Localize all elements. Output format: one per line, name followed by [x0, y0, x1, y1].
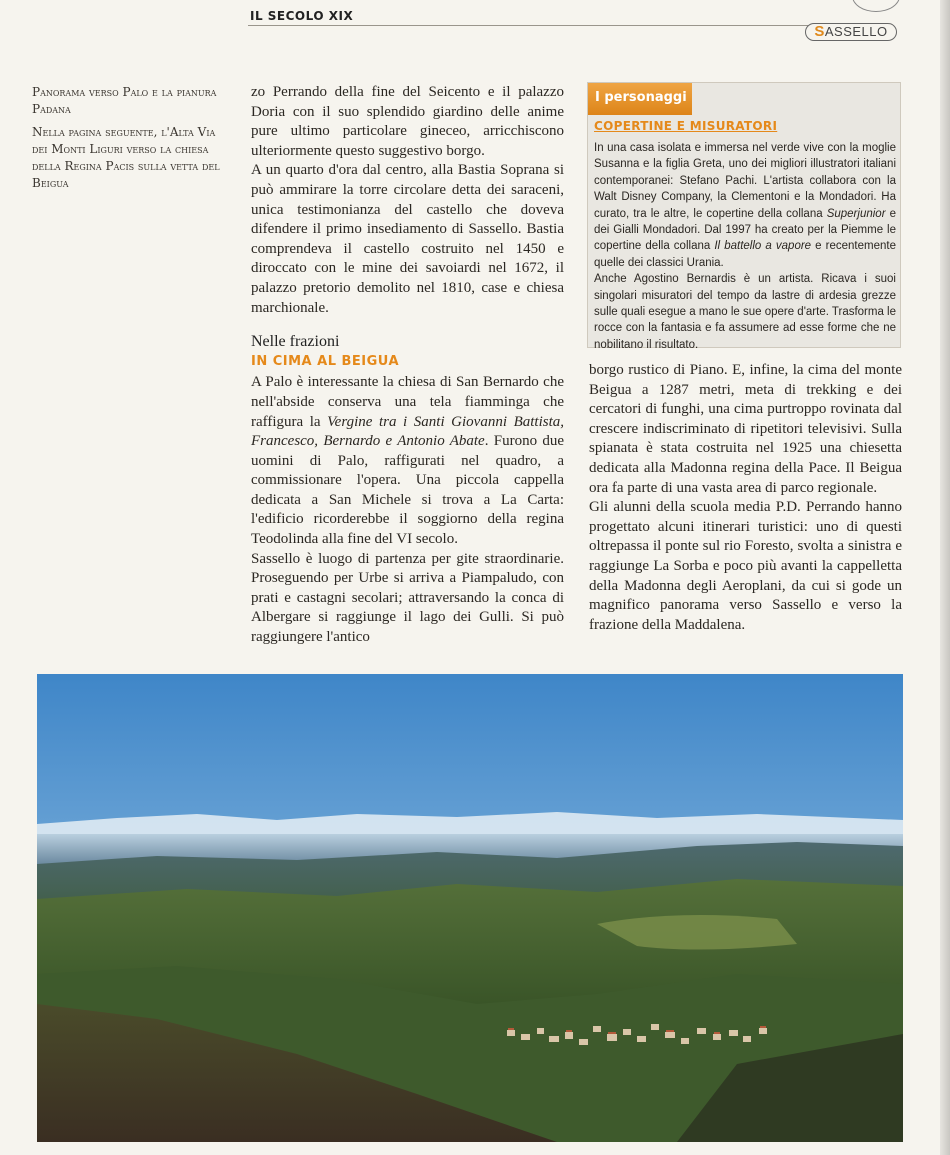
text-run: A Palo è interessante la chiesa di San Bernardo che nell'abside conserva una tela fiamminga che raffigura la	[251, 374, 564, 430]
page-corner-ornament	[852, 0, 900, 12]
header-divider	[248, 25, 808, 26]
sidebar-text	[594, 140, 896, 353]
text-run: In una casa isolata e immersa nel verde vive con la moglie Susanna e la figlia Greta, uno dei migliori illustratori italiani contemporanei: Stefano Pachi. L'artista collabora con la Walt Disney Company, la Clementoni e la Mondadori. Ha curato, tra le altre, le copertine della collana	[594, 142, 896, 220]
section-tag	[805, 23, 897, 41]
section-subtitle: IN CIMA AL BEIGUA	[251, 353, 400, 369]
italic-painting-title: Vergine tra i Santi Giovanni Battista, Francesco, Bernardo e Antonio Abate	[251, 413, 564, 450]
page-edge-shadow	[940, 0, 950, 1155]
sidebar-paragraph: Anche Agostino Bernardis è un artista. Ricava i suoi singolari misuratori del tempo da lastre di ardesia grezze sulle quali esegue a mano le sue opere d'arte. Trasforma le rocce con la fantasia e fa assumere ad esse forme che ne nobilitano il risultato.	[594, 273, 897, 351]
paragraph: borgo rustico di Piano. E, infine, la cima del monte Beigua a 1287 metri, meta di trekking e dei cercatori di funghi, una cima purtroppo rovinata dal crescere indiscriminato di ripetitori televisivi. Sulla spianata è stata costruita nel 1925 una chiesetta dedicata alla Madonna regina della Pace. Il Beigua ora fa parte di una vasta area di parco regionale.	[589, 362, 902, 496]
section-tag-rest: ASSELLO	[824, 24, 888, 39]
sidebar-tab: I personaggi	[588, 83, 692, 115]
sidebar-title: COPERTINE E MISURATORI	[594, 119, 778, 133]
article-column-1	[251, 83, 564, 648]
paragraph: zo Perrando della fine del Seicento e il palazzo Doria con il suo splendido giardino delle anime pure ultimo particolare gineceo, arricchiscono ulteriormente questo suggestivo borgo.	[251, 84, 564, 159]
panorama-illustration	[37, 674, 903, 1142]
section-title: Nelle frazioni	[251, 333, 340, 351]
newspaper-logo: IL SECOLO XIX	[250, 9, 354, 23]
sidebar-paragraph	[594, 140, 896, 271]
article-column-2	[589, 361, 902, 635]
paragraph: A un quarto d'ora dal centro, alla Bastia Soprana si può ammirare la torre circolare detta dei saraceni, unica testimonianza del castello che doveva difendere il primo insediamento di Sassello. Bastia comprendeva il castello costruito nel 1450 e diroccato con le mine dei savoiardi nel 1672, il palazzo pretorio demolito nel 1810, case e chiesa marchionale.	[251, 162, 564, 316]
caption-line-1: Panorama verso Palo e la pianura Padana	[32, 85, 217, 116]
photo-caption	[32, 84, 232, 198]
caption-line-2: Nella pagina seguente, l'Alta Via dei Monti Liguri verso la chiesa della Regina Pacis sulla vetta del Beigua	[32, 125, 220, 190]
paragraph	[251, 373, 564, 549]
section-tag-initial: S	[814, 23, 825, 40]
text-run: e dei Gialli Mondadori. Dal 1997 ha creato per la Piemme le copertine della collana	[594, 207, 897, 253]
text-run: . Furono due uomini di Palo, raffigurati nel quadro, a commissionare l'opera. Una piccola cappella dedicata a San Michele si trova a La Carta: l'edificio ricorderebbe il soggiorno della regina Teodolinda alla fine del VI secolo.	[251, 433, 564, 548]
paragraph: Sassello è luogo di partenza per gite straordinarie. Proseguendo per Urbe si arriva a Piampaludo, con prati e castagni secolari; attraversando la conca di Albergare si raggiunge il lago dei Gulli. Si può raggiungere l'antico	[251, 550, 564, 646]
paragraph: Gli alunni della scuola media P.D. Perrando hanno progettato alcuni itinerari turistici: uno di questi oltrepassa il ponte sul rio Foresto, svolta a sinistra e raggiunge La Sorba e poco più avanti la cappelletta della Madonna degli Aeroplani, da cui si gode un magnifico panorama verso Sassello e verso la frazione della Maddalena.	[589, 499, 902, 633]
sidebar-box	[587, 82, 901, 351]
text-run: e recentemente quelle dei classici Urania.	[594, 240, 896, 269]
panorama-photo	[37, 674, 903, 1142]
italic-series-title: Superjunior	[826, 207, 886, 220]
italic-series-title: Il battello a vapore	[714, 240, 812, 253]
